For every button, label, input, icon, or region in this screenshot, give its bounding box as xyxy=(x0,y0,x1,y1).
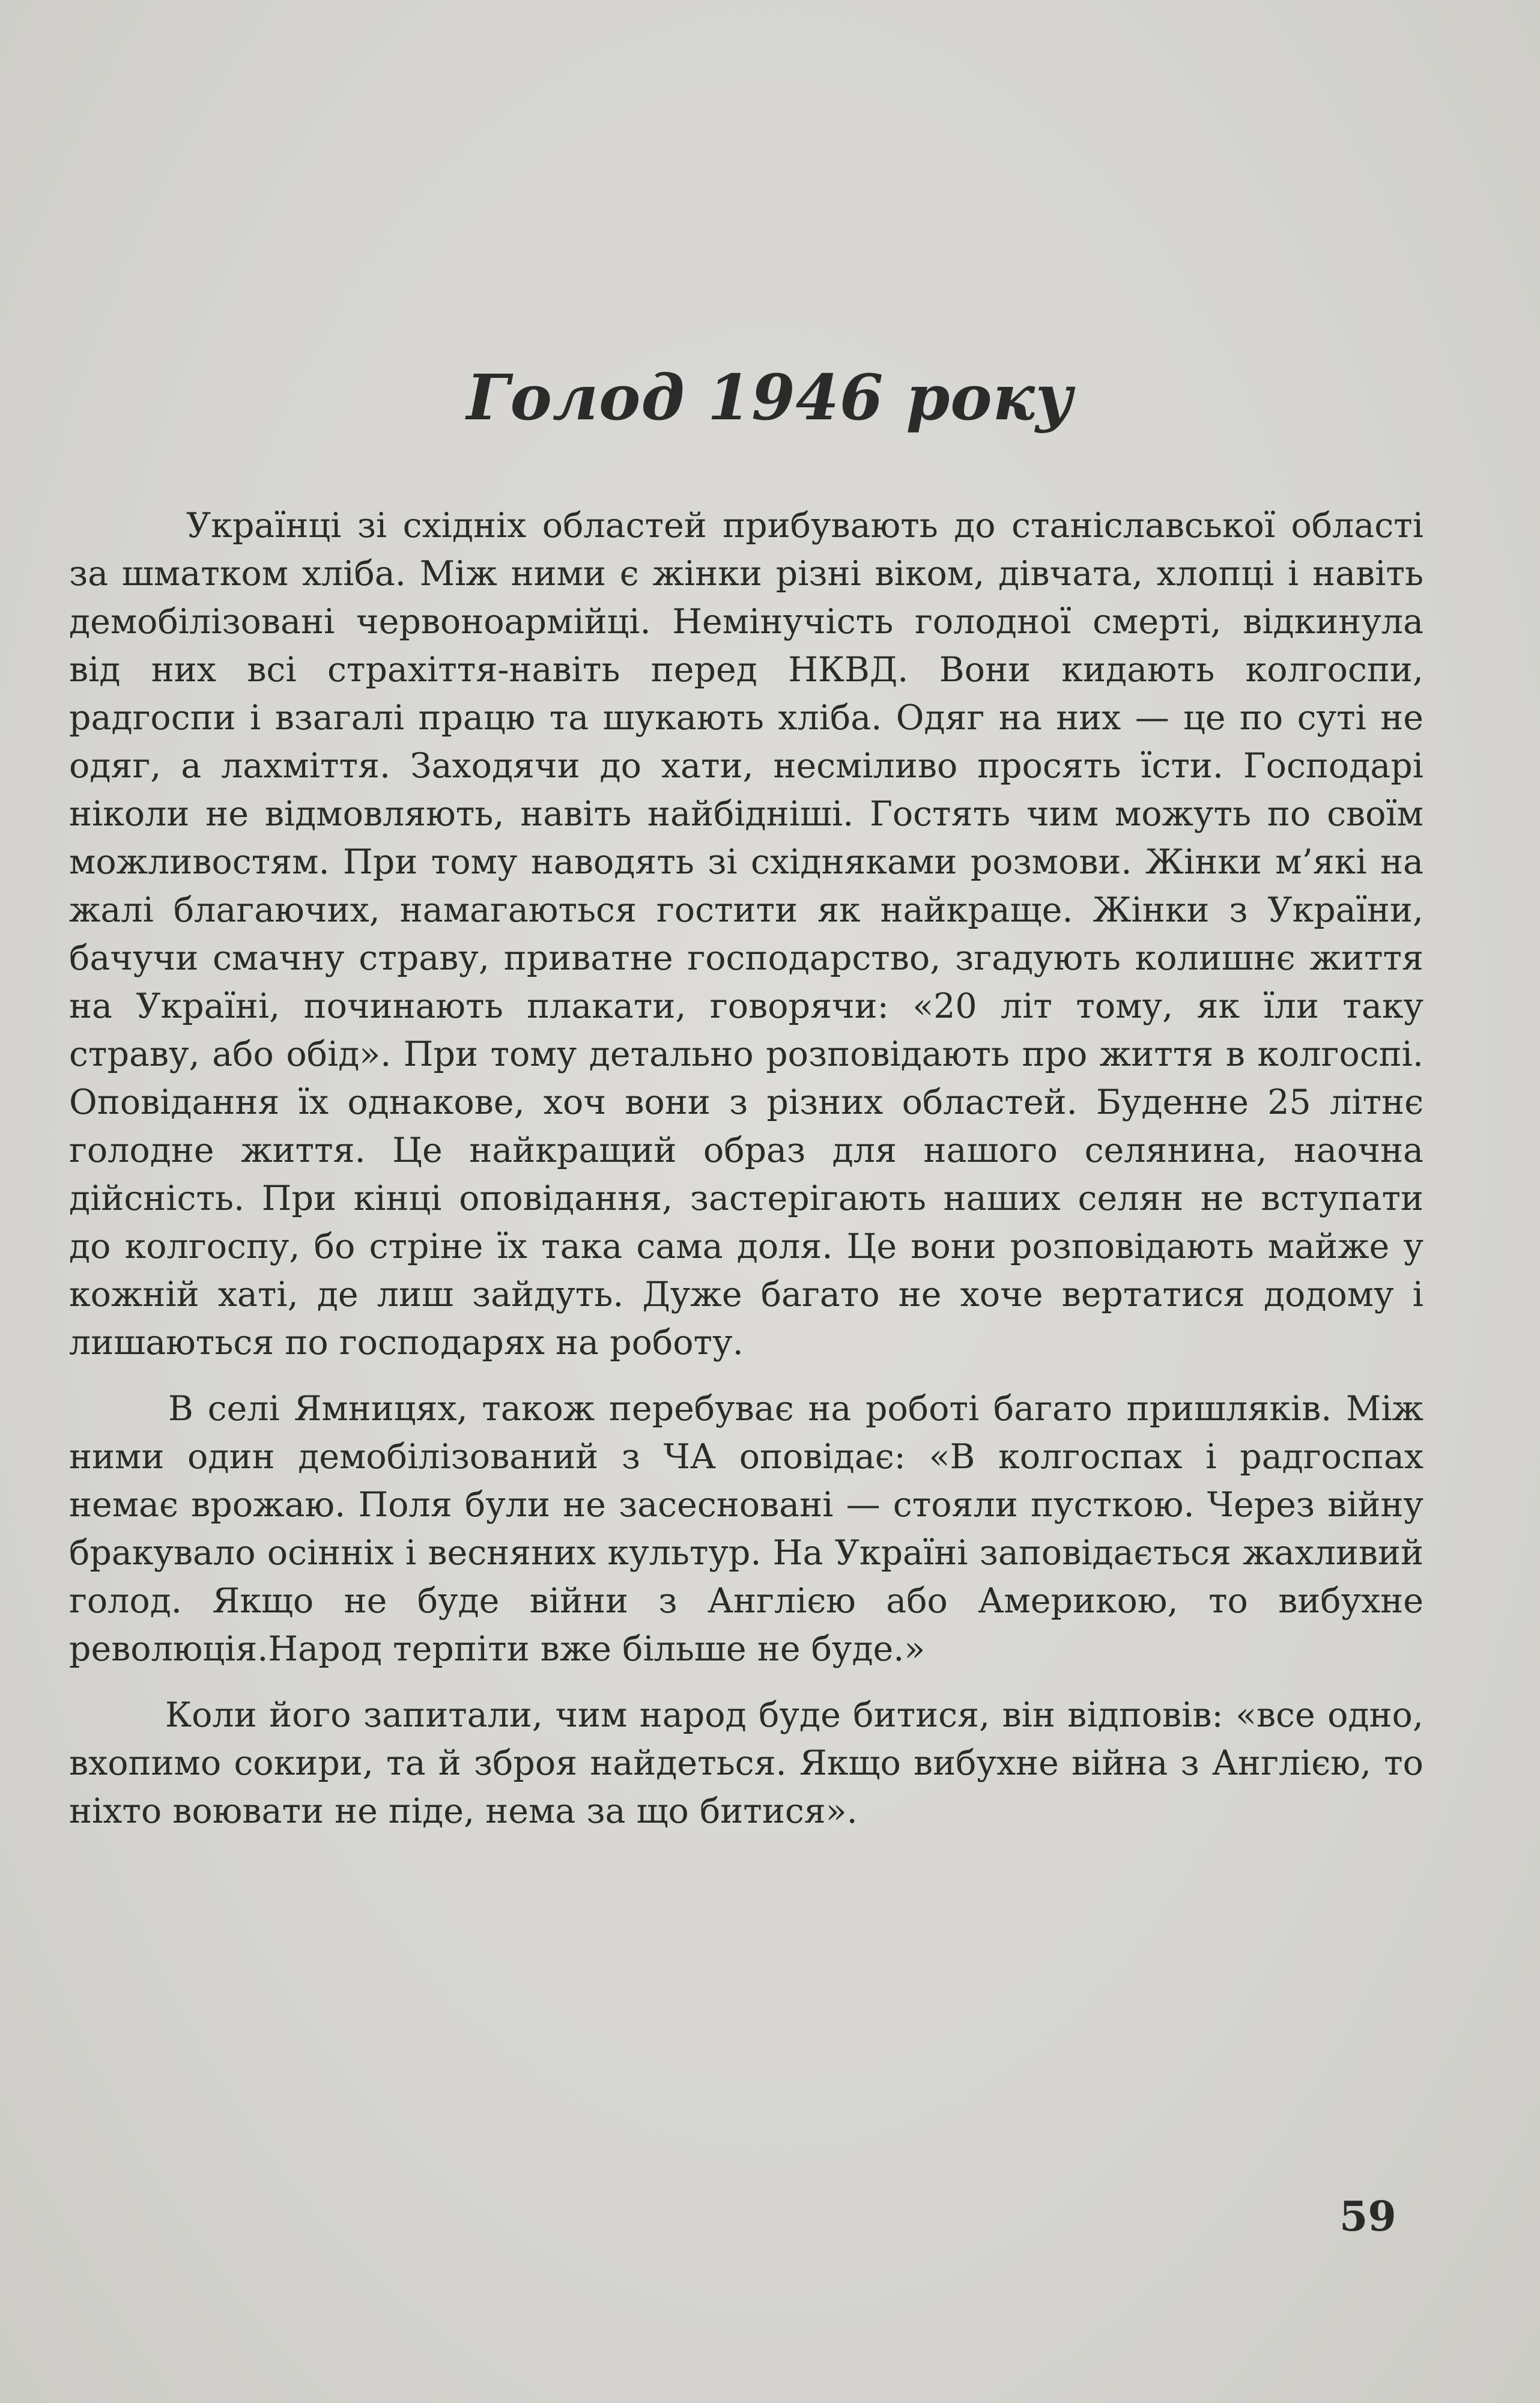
page-number: 59 xyxy=(1339,2193,1396,2241)
page-title: Голод 1946 року xyxy=(466,360,1074,434)
paragraph-3: Коли його запитали, чим народ буде битися, він відповів: «все одно, вхопимо сокири, та й зброя найдеться. Якщо вибухне війна з Англією, то ніхто воювати не піде, нема за що битися». xyxy=(69,1695,1423,1831)
article-body xyxy=(69,502,1423,1835)
paragraph-1: Українці зі східніх областей прибувають до станіславської області за шматком хліба. Між ними є жінки різні віком, дівчата, хлопці і навіть демобілізовані червоноармійці. Немінучість голодної смерті, відкинула від них всі страхіття-навіть перед НКВД. Вони кидають колгоспи, радгоспи і взагалі працю та шукають хліба. Одяг на них — це по суті не одяг, а лахміття. Заходячи до хати, несміливо просять їсти. Господарі ніколи не відмовляють, навіть найбідніші. Гостять чим можуть по своїм можливостям. При тому наводять зі східняками розмови. Жінки м’які на жалі благаючих, намагаються гостити як найкраще. Жінки з України, бачучи смачну страву, приватне господарство, згадують колишнє життя на Україні, починають плакати, говорячи: «20 літ тому, як їли таку страву, або обід». При тому детально розповідають про життя в колгоспі. Оповідання їх однакове, хоч вони з різних областей. Буденне 25 літнє голодне життя. Це найкращий образ для нашого селянина, наочна дійсність. При кінці оповідання, застерігають наших селян не вступати до колгоспу, бо стріне їх така сама доля. Це вони розповідають майже у кожній хаті, де лиш зайдуть. Дуже багато не хоче вертатися додому і лишаються по господарях на роботу. xyxy=(69,506,1423,1363)
paragraph-2: В селі Ямницях, також перебуває на роботі багато пришляків. Між ними один демобілізований з ЧА оповідає: «В колгоспах і радгоспах немає врожаю. Поля були не засесновані — стояли пусткою. Через війну бракувало осінніх і весняних культур. На Україні заповідається жахливий голод. Якщо не буде війни з Англією або Америкою, то вибухне революція.Народ терпіти вже більше не буде.» xyxy=(69,1389,1423,1669)
